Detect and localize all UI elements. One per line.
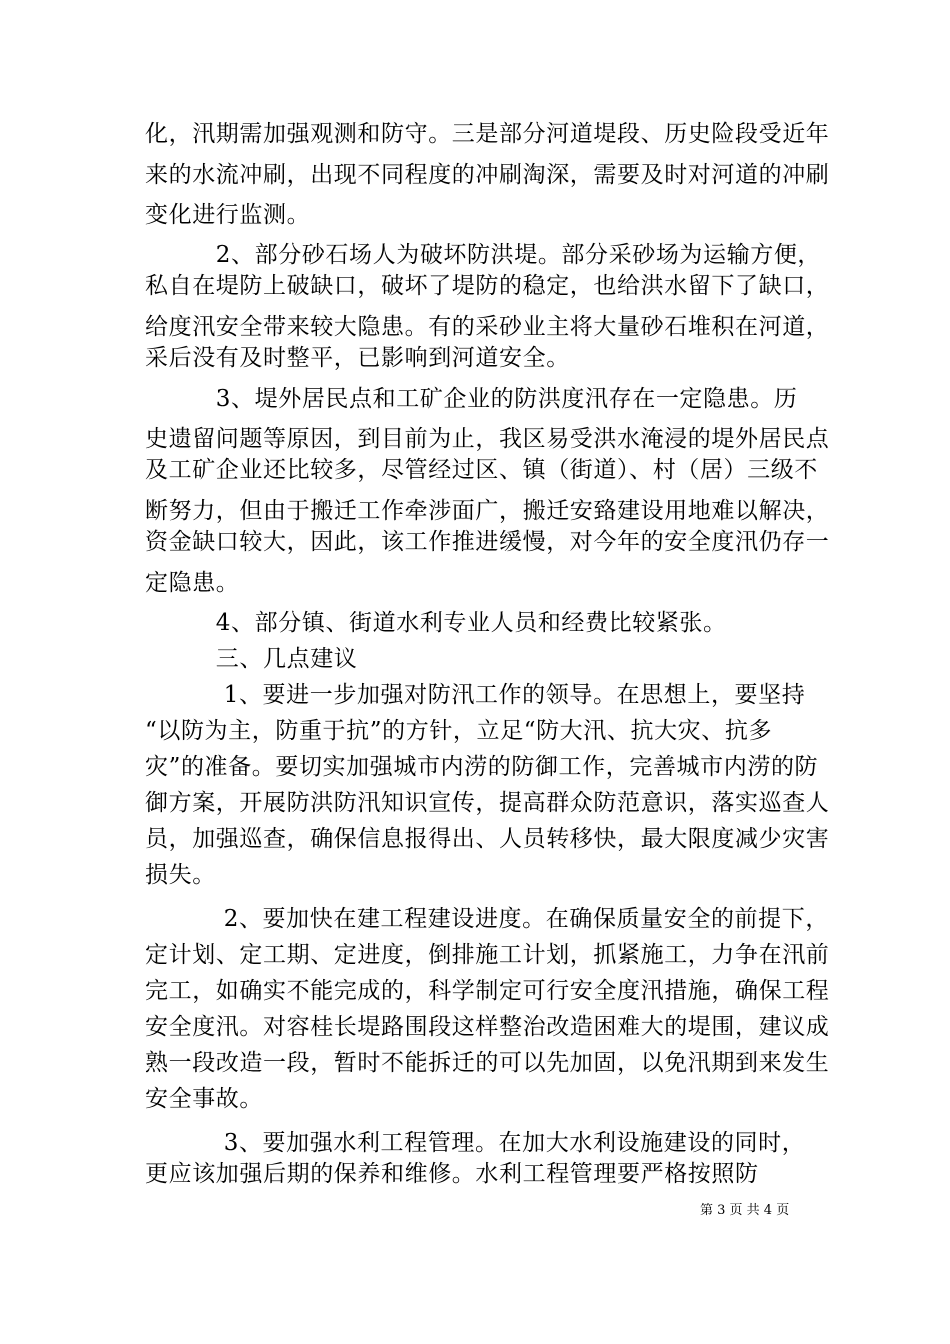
text-line: 3、要加强水利工程管理。在加大水利设施建设的同时， (145, 1130, 806, 1156)
text-line: 安全事故。 (145, 1086, 263, 1112)
text-line: 史遗留问题等原因，到目前为止，我区易受洪水淹浸的堤外居民点 (145, 426, 830, 452)
text-line: 断努力，但由于搬迁工作牵涉面广，搬迁安臵建设用地难以解决， (145, 498, 830, 524)
text-line: 定计划、定工期、定进度，倒排施工计划，抓紧施工，力争在汛前 (145, 942, 830, 968)
text-line: 1、要进一步加强对防汛工作的领导。在思想上，要坚持 (145, 682, 806, 708)
text-line: 更应该加强后期的保养和维修。水利工程管理要严格按照防 (145, 1161, 759, 1187)
text-line: 员，加强巡查，确保信息报得出、人员转移快，最大限度减少灾害 (145, 826, 830, 852)
text-line: 灾”的准备。要切实加强城市内涝的防御工作，完善城市内涝的防 (145, 754, 819, 780)
text-line: 采后没有及时整平，已影响到河道安全。 (145, 345, 570, 371)
text-line: 完工，如确实不能完成的，科学制定可行安全度汛措施，确保工程 (145, 978, 830, 1004)
text-line: “以防为主，防重于抗”的方针，立足“防大汛、抗大灾、抗多 (145, 718, 773, 744)
text-line: 来的水流冲刷，出现不同程度的冲刷淘深，需要及时对河道的冲刷 (145, 162, 830, 188)
text-line: 及工矿企业还比较多，尽管经过区、镇（街道）、村（居）三级不 (145, 457, 818, 483)
text-line: 4、部分镇、街道水利专业人员和经费比较紧张。 (145, 610, 727, 636)
text-line: 变化进行监测。 (145, 202, 311, 228)
text-line: 3、堤外居民点和工矿企业的防洪度汛存在一定隐患。历 (145, 386, 798, 412)
page-number: 第 3 页 共 4 页 (700, 1203, 790, 1218)
text-line: 化，汛期需加强观测和防守。三是部分河道堤段、历史险段受近年 (145, 121, 830, 147)
text-line: 2、要加快在建工程建设进度。在确保质量安全的前提下， (145, 906, 829, 932)
section-heading: 三、几点建议 (145, 646, 358, 672)
text-line: 损失。 (145, 862, 216, 888)
text-line: 给度汛安全带来较大隐患。有的采砂业主将大量砂石堆积在河道， (145, 314, 830, 340)
text-line: 安全度汛。对容桂长堤路围段这样整治改造困难大的堤围，建议成 (145, 1014, 830, 1040)
text-line: 私自在堤防上破缺口，破坏了堤防的稳定，也给洪水留下了缺口， (145, 273, 830, 299)
text-line: 熟一段改造一段，暂时不能拆迁的可以先加固，以免汛期到来发生 (145, 1050, 830, 1076)
text-line: 定隐患。 (145, 570, 240, 596)
text-line: 2、部分砂石场人为破坏防洪堤。部分采砂场为运输方便， (145, 242, 822, 268)
text-line: 资金缺口较大，因此，该工作推进缓慢，对今年的安全度汛仍存一 (145, 529, 830, 555)
text-line: 御方案，开展防洪防汛知识宣传，提高群众防范意识，落实巡查人 (145, 790, 830, 816)
